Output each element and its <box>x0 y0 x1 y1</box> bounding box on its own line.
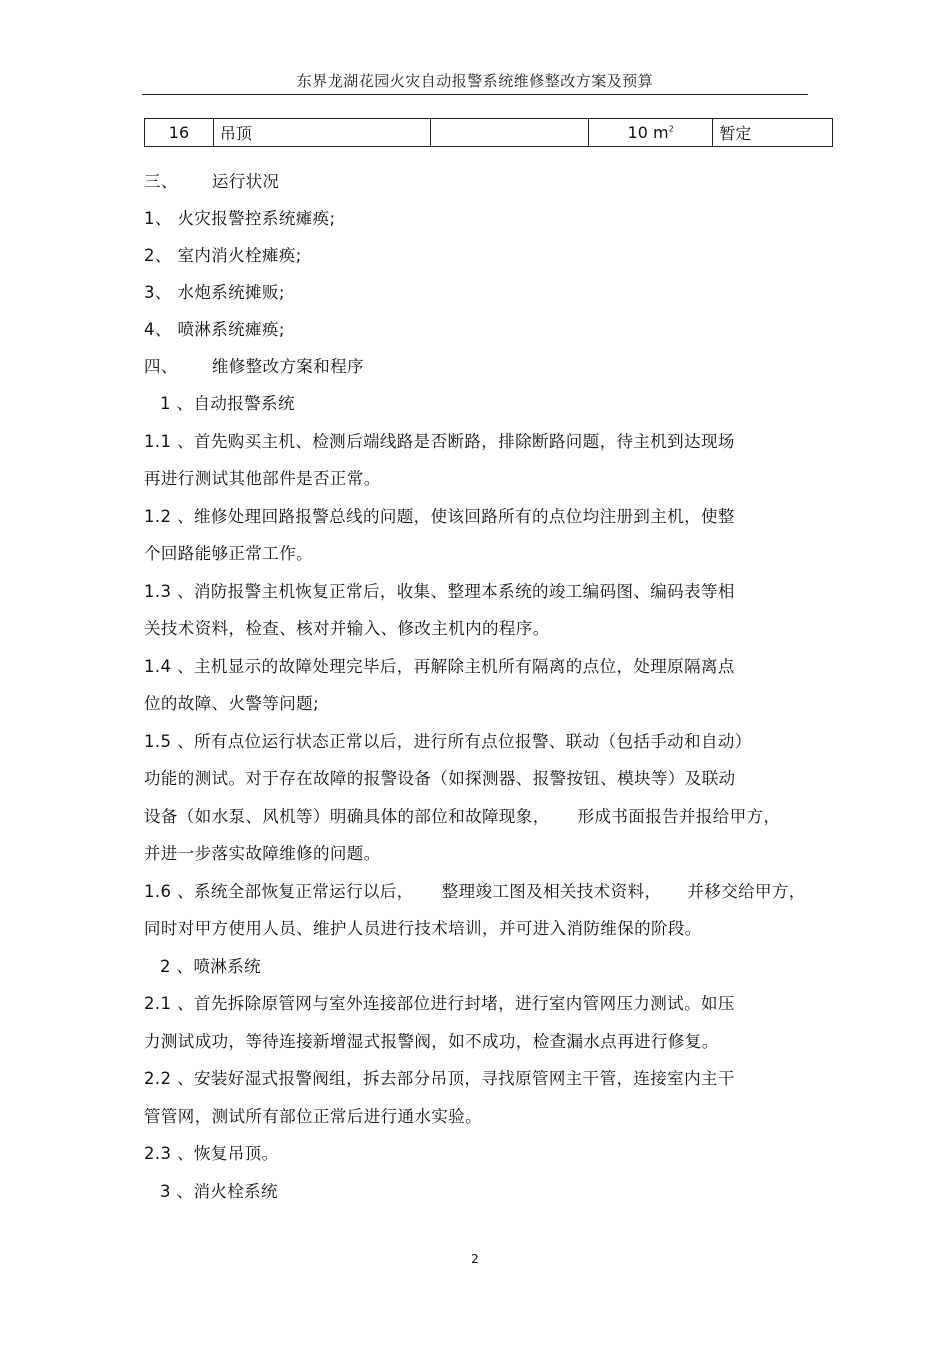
paragraph-line: 1.1 、首先购买主机、检测后端线路是否断路，排除断路问题，待主机到达现场 <box>144 432 735 451</box>
paragraph-line: 1.4 、主机显示的故障处理完毕后，再解除主机所有隔离的点位，处理原隔离点 <box>144 657 735 676</box>
paragraph-line <box>144 803 780 827</box>
section-number: 四、 <box>144 357 178 376</box>
paragraph-line: 再进行测试其他部件是否正常。 <box>144 469 381 488</box>
text-segment: 形成书面报告并报给甲方， <box>577 807 781 826</box>
section-title: 运行状况 <box>211 172 280 191</box>
section-heading-4 <box>144 353 364 377</box>
subsection-title: 2 、喷淋系统 <box>160 957 262 976</box>
table-cell-spec <box>430 119 588 147</box>
section-heading-3 <box>144 168 279 192</box>
budget-table <box>144 118 833 147</box>
paragraph-line <box>144 878 806 902</box>
qty-unit-superscript: 2 <box>668 124 674 134</box>
paragraph-line: 力测试成功，等待连接新增湿式报警阀，如不成功，检查漏水点再进行修复。 <box>144 1032 719 1051</box>
table-cell-no: 16 <box>145 119 214 147</box>
text-segment: 1.6 、系统全部恢复正常运行以后， <box>144 882 414 901</box>
table-row <box>145 119 833 147</box>
paragraph-line: 关技术资料，检查、核对并输入、修改主机内的程序。 <box>144 619 550 638</box>
paragraph-line: 1.2 、维修处理回路报警总线的问题，使该回路所有的点位均注册到主机，使整 <box>144 507 735 526</box>
paragraph-line: 1.5 、所有点位运行状态正常以后，进行所有点位报警、联动（包括手动和自动） <box>144 732 752 751</box>
paragraph-line: 1.3 、消防报警主机恢复正常后，收集、整理本系统的竣工编码图、编码表等相 <box>144 582 735 601</box>
paragraph-line: 2.1 、首先拆除原管网与室外连接部位进行封堵，进行室内管网压力测试。如压 <box>144 994 735 1013</box>
paragraph-line: 管管网，测试所有部位正常后进行通水实验。 <box>144 1107 482 1126</box>
paragraph-line: 同时对甲方使用人员、维护人员进行技术培训，并可进入消防维保的阶段。 <box>144 919 702 938</box>
text-segment: 设备（如水泵、风机等）明确具体的部位和故障现象， <box>144 807 550 826</box>
header-rule <box>142 94 808 95</box>
table-cell-item: 吊顶 <box>213 119 430 147</box>
subsection-title: 3 、消火栓系统 <box>160 1182 278 1201</box>
text-segment: 整理竣工图及相关技术资料， <box>441 882 662 901</box>
table-cell-qty <box>588 119 713 147</box>
section-number: 三、 <box>144 172 178 191</box>
table-cell-note: 暂定 <box>713 119 833 147</box>
paragraph-line: 位的故障、火警等问题; <box>144 694 319 713</box>
paragraph-line: 并进一步落实故障维修的问题。 <box>144 844 381 863</box>
page-header-title: 东界龙湖花园火灾自动报警系统维修整改方案及预算 <box>296 72 654 90</box>
list-item: 2、 室内消火栓瘫痪; <box>144 246 302 265</box>
list-item: 4、 喷淋系统瘫痪; <box>144 320 285 339</box>
list-item: 3、 水炮系统摊贩; <box>144 283 285 302</box>
list-item: 1、 火灾报警控系统瘫痪; <box>144 209 336 228</box>
paragraph-line: 功能的测试。对于存在故障的报警设备（如探测器、报警按钮、模块等）及联动 <box>144 769 736 788</box>
text-segment: 并移交给甲方， <box>687 882 806 901</box>
section-title: 维修整改方案和程序 <box>211 357 364 376</box>
subsection-title: 1 、自动报警系统 <box>160 394 295 413</box>
paragraph-line: 个回路能够正常工作。 <box>144 544 313 563</box>
qty-value: 10 m <box>627 123 669 142</box>
paragraph-line: 2.2 、安装好湿式报警阀组，拆去部分吊顶，寻找原管网主干管，连接室内主干 <box>144 1069 735 1088</box>
page-number: 2 <box>471 1252 479 1266</box>
paragraph-line: 2.3 、恢复吊顶。 <box>144 1144 279 1163</box>
